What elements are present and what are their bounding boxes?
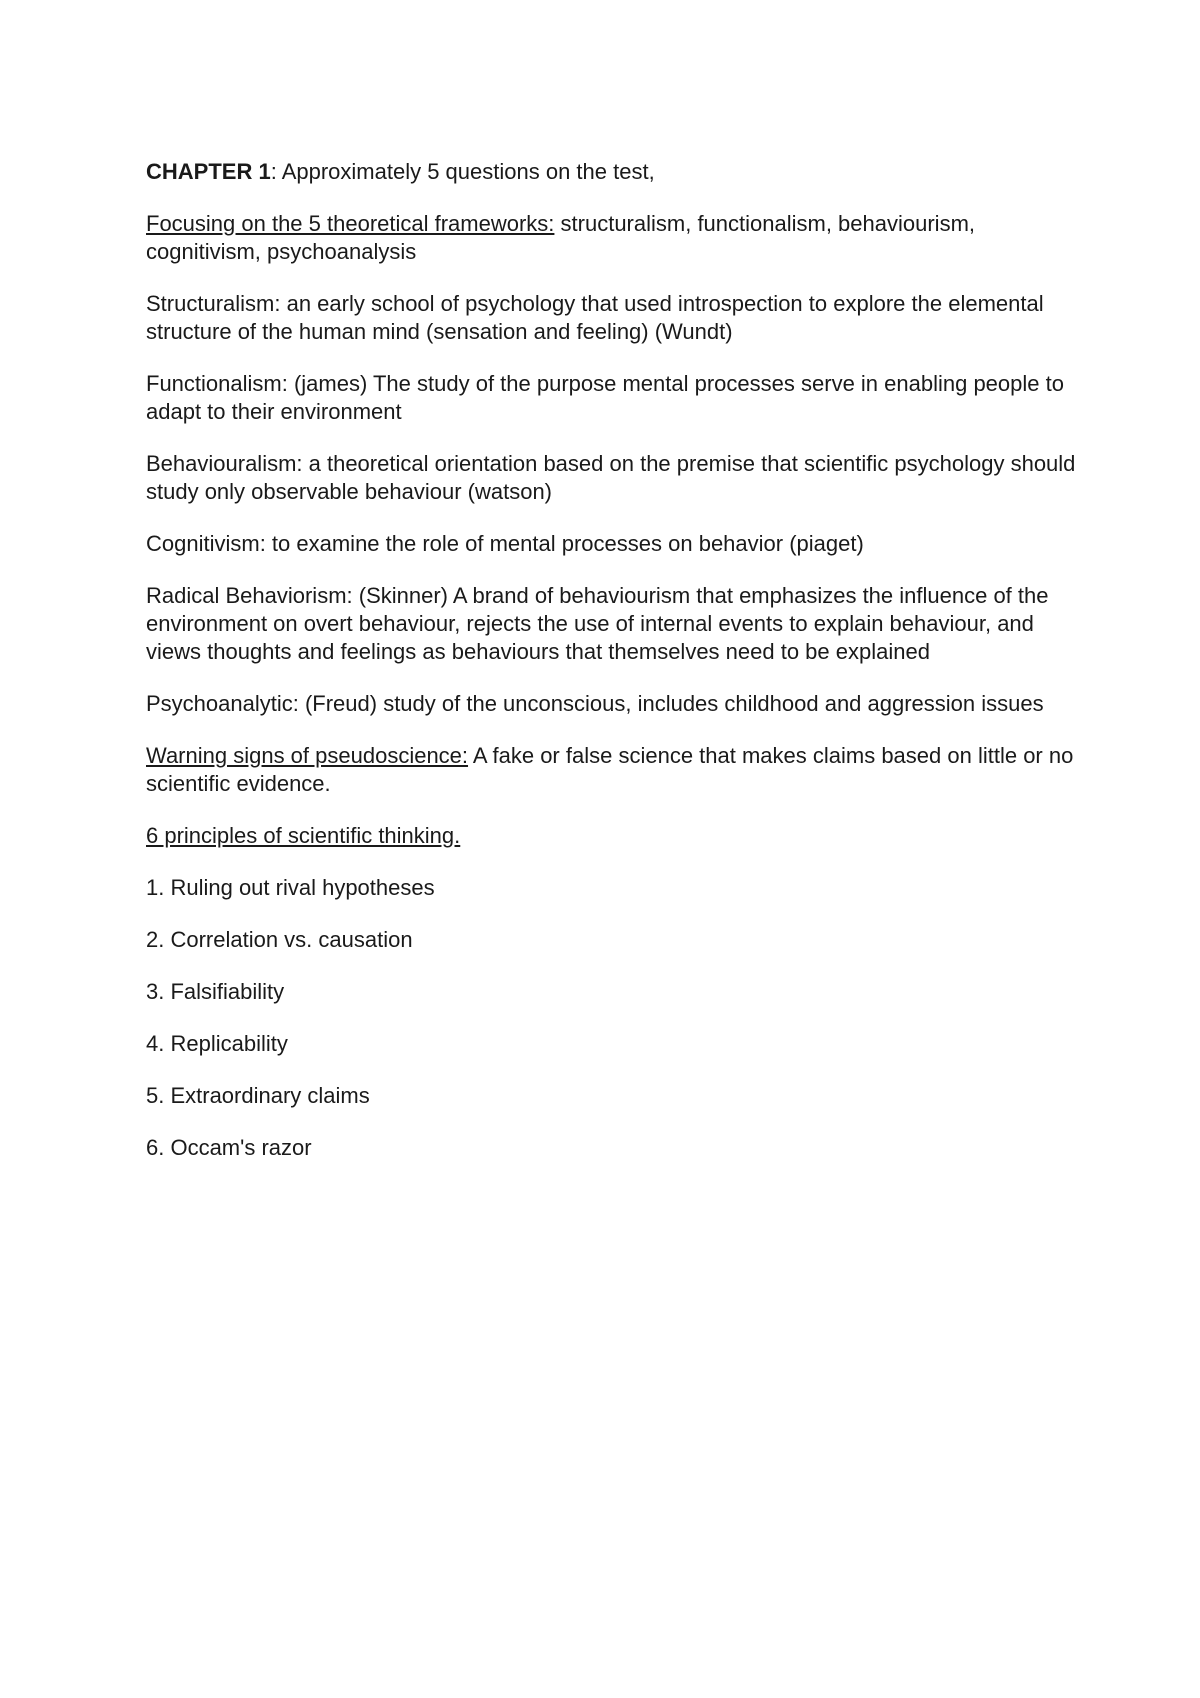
- list-item: 4. Replicability: [146, 1031, 288, 1056]
- list-item: 5. Extraordinary claims: [146, 1083, 370, 1108]
- definition-behaviouralism: Behaviouralism: a theoretical orientation based on the premise that scientific psychology should study only observable behaviour (watson): [146, 451, 1076, 504]
- definition-structuralism: Structuralism: an early school of psychology that used introspection to explore the elemental structure of the human mind (sensation and feeling) (Wundt): [146, 291, 1044, 344]
- list-item: 2. Correlation vs. causation: [146, 927, 413, 952]
- chapter-line: [146, 158, 1076, 186]
- pseudoscience-text: A fake or false science that makes claims based on little or no scientific evidence.: [146, 743, 1074, 796]
- principles-list: [146, 874, 1076, 1162]
- definition-cognitivism: Cognitivism: to examine the role of mental processes on behavior (piaget): [146, 531, 864, 556]
- frameworks-heading: Focusing on the 5 theoretical frameworks:: [146, 211, 555, 236]
- list-item: 6. Occam's razor: [146, 1135, 312, 1160]
- definition-psychoanalytic: Psychoanalytic: (Freud) study of the unconscious, includes childhood and aggression issues: [146, 691, 1044, 716]
- frameworks-text: structuralism, functionalism, behaviourism, cognitivism, psychoanalysis: [146, 211, 976, 264]
- list-item: 1. Ruling out rival hypotheses: [146, 875, 435, 900]
- principles-heading: 6 principles of scientific thinking.: [146, 823, 461, 848]
- chapter-text: : Approximately 5 questions on the test,: [270, 159, 655, 184]
- pseudoscience-paragraph: [146, 742, 1076, 798]
- chapter-label: CHAPTER 1: [146, 159, 271, 184]
- frameworks-paragraph: [146, 210, 1076, 266]
- definition-functionalism: Functionalism: (james) The study of the purpose mental processes serve in enabling people to adapt to their environment: [146, 371, 1064, 424]
- definition-radical-behaviorism: Radical Behaviorism: (Skinner) A brand of behaviourism that emphasizes the influence of the environment on overt behaviour, rejects the use of internal events to explain behaviour, and views thoughts and feelings as behaviours that themselves need to be explained: [146, 583, 1049, 664]
- pseudoscience-heading: Warning signs of pseudoscience:: [146, 743, 469, 768]
- document-body: [146, 158, 1076, 1186]
- list-item: 3. Falsifiability: [146, 979, 285, 1004]
